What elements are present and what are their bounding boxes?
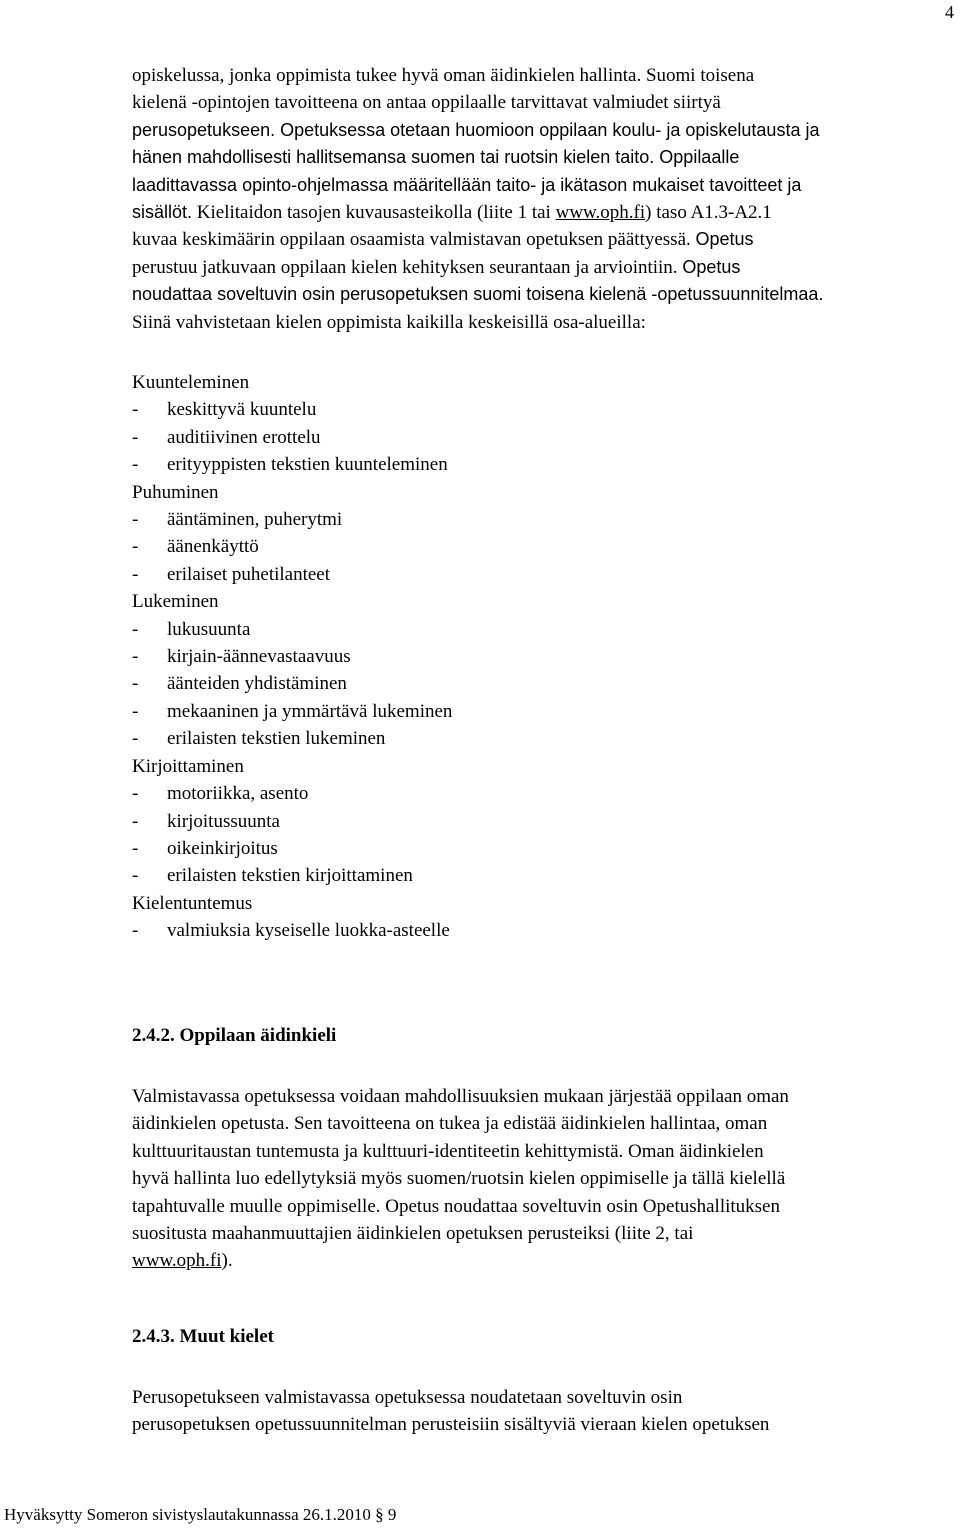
intro-line: opiskelussa, jonka oppimista tukee hyvä oman äidinkielen hallinta. Suomi toisena xyxy=(132,65,755,86)
list-item-text: auditiivinen erottelu xyxy=(167,426,321,448)
list-item-text: oikeinkirjoitus xyxy=(167,837,278,859)
dash: - xyxy=(132,673,139,695)
area-title: Puhuminen xyxy=(132,481,219,503)
section-243 xyxy=(132,1323,960,1350)
list-item-text: kirjain-äännevastaavuus xyxy=(167,646,351,668)
list-item xyxy=(132,533,960,560)
paragraph-line: perusopetuksen opetussuunnitelman perusteisiin sisältyviä vieraan kielen opetuksen xyxy=(132,1414,770,1436)
list-item-text: erilaisten tekstien kirjoittaminen xyxy=(167,865,413,887)
section-243-paragraph xyxy=(132,1384,960,1439)
skill-areas-list xyxy=(132,369,960,945)
list-item xyxy=(132,808,960,835)
intro-line: hänen mahdollisesti hallitsemansa suomen tai ruotsin kielen taito. Oppilaalle xyxy=(132,147,740,168)
paragraph-line xyxy=(132,1247,960,1274)
paragraph-line: tapahtuvalle muulle oppimiselle. Opetus noudattaa soveltuvin osin Opetushallituksen xyxy=(132,1195,780,1217)
list-item xyxy=(132,780,960,807)
list-item-text: valmiuksia kyseiselle luokka-asteelle xyxy=(167,920,450,942)
list-item-text: keskittyvä kuuntelu xyxy=(167,399,317,421)
dash: - xyxy=(132,426,139,448)
list-item-text: mekaaninen ja ymmärtävä lukeminen xyxy=(167,700,453,722)
intro-text: sisällöt. xyxy=(132,202,193,223)
list-item xyxy=(132,698,960,725)
dash: - xyxy=(132,563,139,585)
paragraph-line: hyvä hallinta luo edellytyksiä myös suomen/ruotsin kielen oppimiselle ja tällä kielellä xyxy=(132,1168,786,1190)
list-item-text: äänteiden yhdistäminen xyxy=(167,673,347,695)
intro-text: Kielitaidon tasojen kuvausasteikolla (liite 1 tai xyxy=(192,202,556,224)
list-item-text: kirjoitussuunta xyxy=(167,810,280,832)
list-item-text: erityyppisten tekstien kuunteleminen xyxy=(167,454,448,476)
section-heading: 2.4.3. Muut kielet xyxy=(132,1326,274,1347)
intro-text: perustuu jatkuvaan oppilaan kielen kehityksen seurantaan ja arviointiin. xyxy=(132,256,683,278)
area-title: Kirjoittaminen xyxy=(132,755,244,777)
intro-text: kuvaa keskimäärin oppilaan osaamista valmistavan opetuksen päättyessä. xyxy=(132,229,696,251)
intro-line: Siinä vahvistetaan kielen oppimista kaikilla keskeisillä osa-alueilla: xyxy=(132,311,646,333)
section-heading: 2.4.2. Oppilaan äidinkieli xyxy=(132,1025,337,1046)
paragraph-line: äidinkielen opetusta. Sen tavoitteena on tukea ja edistää äidinkielen hallintaa, oman xyxy=(132,1113,768,1135)
dash: - xyxy=(132,837,139,859)
list-item-text: erilaisten tekstien lukeminen xyxy=(167,728,386,750)
list-item xyxy=(132,424,960,451)
dash: - xyxy=(132,618,139,640)
dash: - xyxy=(132,728,139,750)
list-item xyxy=(132,451,960,478)
oph-link[interactable]: www.oph.fi xyxy=(132,1250,222,1272)
list-item-text: erilaiset puhetilanteet xyxy=(167,563,331,585)
intro-line: kielenä -opintojen tavoitteena on antaa oppilaalle tarvittavat valmiudet siirtyä xyxy=(132,92,721,114)
list-item-text: äänenkäyttö xyxy=(167,536,259,558)
intro-line: noudattaa soveltuvin osin perusopetuksen suomi toisena kielenä -opetussuunnitelmaa. xyxy=(132,284,824,305)
intro-line xyxy=(132,254,954,281)
paragraph-text: ). xyxy=(221,1250,233,1272)
dash: - xyxy=(132,509,139,531)
list-item-text: motoriikka, asento xyxy=(167,783,309,805)
footer: Hyväksytty Someron sivistyslautakunnassa 26.1.2010 § 9 xyxy=(4,1505,397,1524)
dash: - xyxy=(132,454,139,476)
oph-link[interactable]: www.oph.fi xyxy=(555,202,646,224)
intro-text: Opetus xyxy=(695,229,754,250)
dash: - xyxy=(132,700,139,722)
intro-line xyxy=(132,226,954,253)
list-item xyxy=(132,396,960,423)
dash: - xyxy=(132,920,139,942)
section-242-paragraph xyxy=(132,1083,960,1275)
dash: - xyxy=(132,399,139,421)
area-title: Kuunteleminen xyxy=(132,372,250,393)
list-item xyxy=(132,670,960,697)
paragraph-line: Valmistavassa opetuksessa voidaan mahdollisuuksien mukaan järjestää oppilaan oman xyxy=(132,1086,789,1107)
list-item xyxy=(132,561,960,588)
area-title: Kielentuntemus xyxy=(132,892,253,914)
dash: - xyxy=(132,536,139,558)
list-item-text: ääntäminen, puherytmi xyxy=(167,509,343,531)
list-item xyxy=(132,862,960,889)
list-item xyxy=(132,616,960,643)
list-item xyxy=(132,506,960,533)
area-title: Lukeminen xyxy=(132,591,219,613)
section-242 xyxy=(132,1022,960,1049)
dash: - xyxy=(132,646,139,668)
paragraph-line: suositusta maahanmuuttajien äidinkielen opetuksen perusteiksi (liite 2, tai xyxy=(132,1223,694,1245)
intro-paragraph xyxy=(132,62,954,336)
intro-line: laadittavassa opinto-ohjelmassa määritellään taito- ja ikätason mukaiset tavoitteet ja xyxy=(132,174,802,195)
dash: - xyxy=(132,783,139,805)
list-item xyxy=(132,917,960,944)
list-item xyxy=(132,643,960,670)
intro-line xyxy=(132,199,954,226)
page-number: 4 xyxy=(945,2,954,22)
dash: - xyxy=(132,810,139,832)
intro-line: perusopetukseen. Opetuksessa otetaan huomioon oppilaan koulu- ja opiskelutausta ja xyxy=(132,119,820,140)
list-item xyxy=(132,835,960,862)
paragraph-line: Perusopetukseen valmistavassa opetuksessa noudatetaan soveltuvin osin xyxy=(132,1387,683,1408)
intro-text: ) taso A1.3-A2.1 xyxy=(645,202,772,224)
list-item-text: lukusuunta xyxy=(167,618,251,640)
paragraph-line: kulttuuritaustan tuntemusta ja kulttuuri-identiteetin kehittymistä. Oman äidinkielen xyxy=(132,1140,764,1162)
dash: - xyxy=(132,865,139,887)
intro-text: Opetus xyxy=(682,256,741,277)
list-item xyxy=(132,725,960,752)
